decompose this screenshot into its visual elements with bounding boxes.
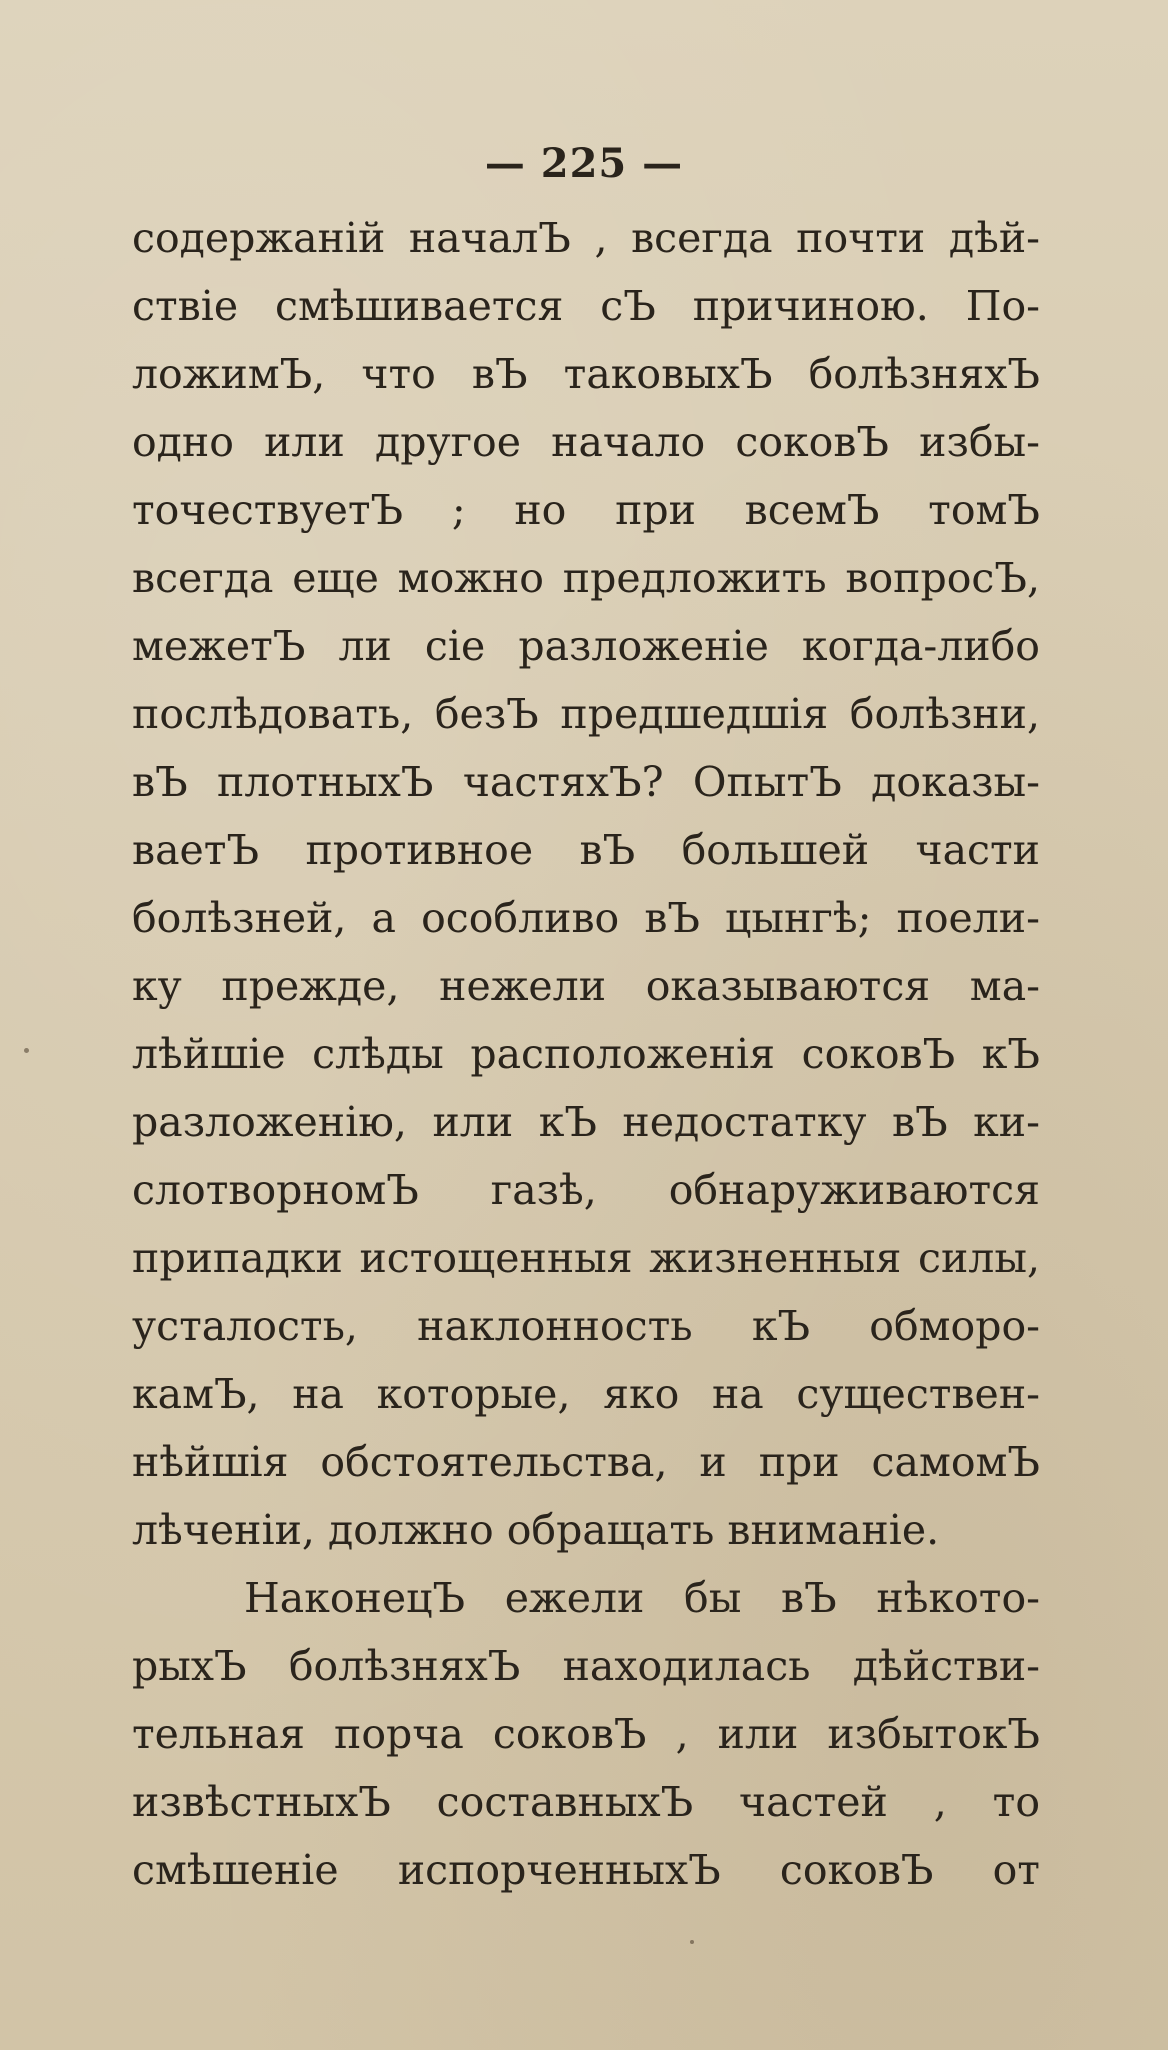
text-line: нѣйшія обстоятельства, и при самомЪ [132,1438,1040,1486]
text-line: лѣченіи, должно обращать вниманіе. [132,1506,940,1554]
text-line: ку прежде, нежели оказываются ма- [132,962,1040,1010]
text-line: точествуетЪ ; но при всемЪ томЪ [132,486,1040,534]
text-line: лѣйшіе слѣды расположенія соковЪ кЪ [132,1030,1040,1078]
text-line: камЪ, на которые, яко на существен- [132,1370,1040,1418]
text-line: одно или другое начало соковЪ избы- [132,418,1040,466]
body-text [132,204,1040,1904]
paper-speck [690,1940,694,1944]
text-line: вЪ плотныхЪ частяхЪ? ОпытЪ доказы- [132,758,1040,806]
paper-speck [24,1048,29,1053]
text-line: ложимЪ, что вЪ таковыхЪ болѣзняхЪ [132,350,1040,398]
text-line: межетЪ ли сіе разложеніе когда-либо [132,622,1040,670]
text-line: усталость, наклонность кЪ обморо- [132,1302,1040,1350]
page-number: — 225 — [484,140,684,187]
text-line: разложенію, или кЪ недостатку вЪ ки- [132,1098,1040,1146]
text-line: смѣшеніе испорченныхЪ соковЪ от [132,1846,1040,1894]
text-line: послѣдовать, безЪ предшедшія болѣзни, [132,690,1040,738]
text-line: извѣстныхЪ составныхЪ частей , то [132,1778,1040,1826]
text-line: припадки истощенныя жизненныя силы, [132,1234,1040,1282]
text-line: НаконецЪ ежели бы вЪ нѣкото- [244,1574,1040,1622]
text-line: содержаній началЪ , всегда почти дѣй- [132,214,1040,262]
text-line: всегда еще можно предложить вопросЪ, [132,554,1040,602]
text-line: рыхЪ болѣзняхЪ находилась дѣйстви- [132,1642,1040,1690]
text-line: ваетЪ противное вЪ большей части [132,826,1040,874]
text-line: болѣзней, а особливо вЪ цынгѣ; поели- [132,894,1040,942]
text-line: тельная порча соковЪ , или избытокЪ [132,1710,1040,1758]
text-line: слотворномЪ газѣ, обнаруживаются [132,1166,1040,1214]
text-line: ствіе смѣшивается сЪ причиною. По- [132,282,1040,330]
